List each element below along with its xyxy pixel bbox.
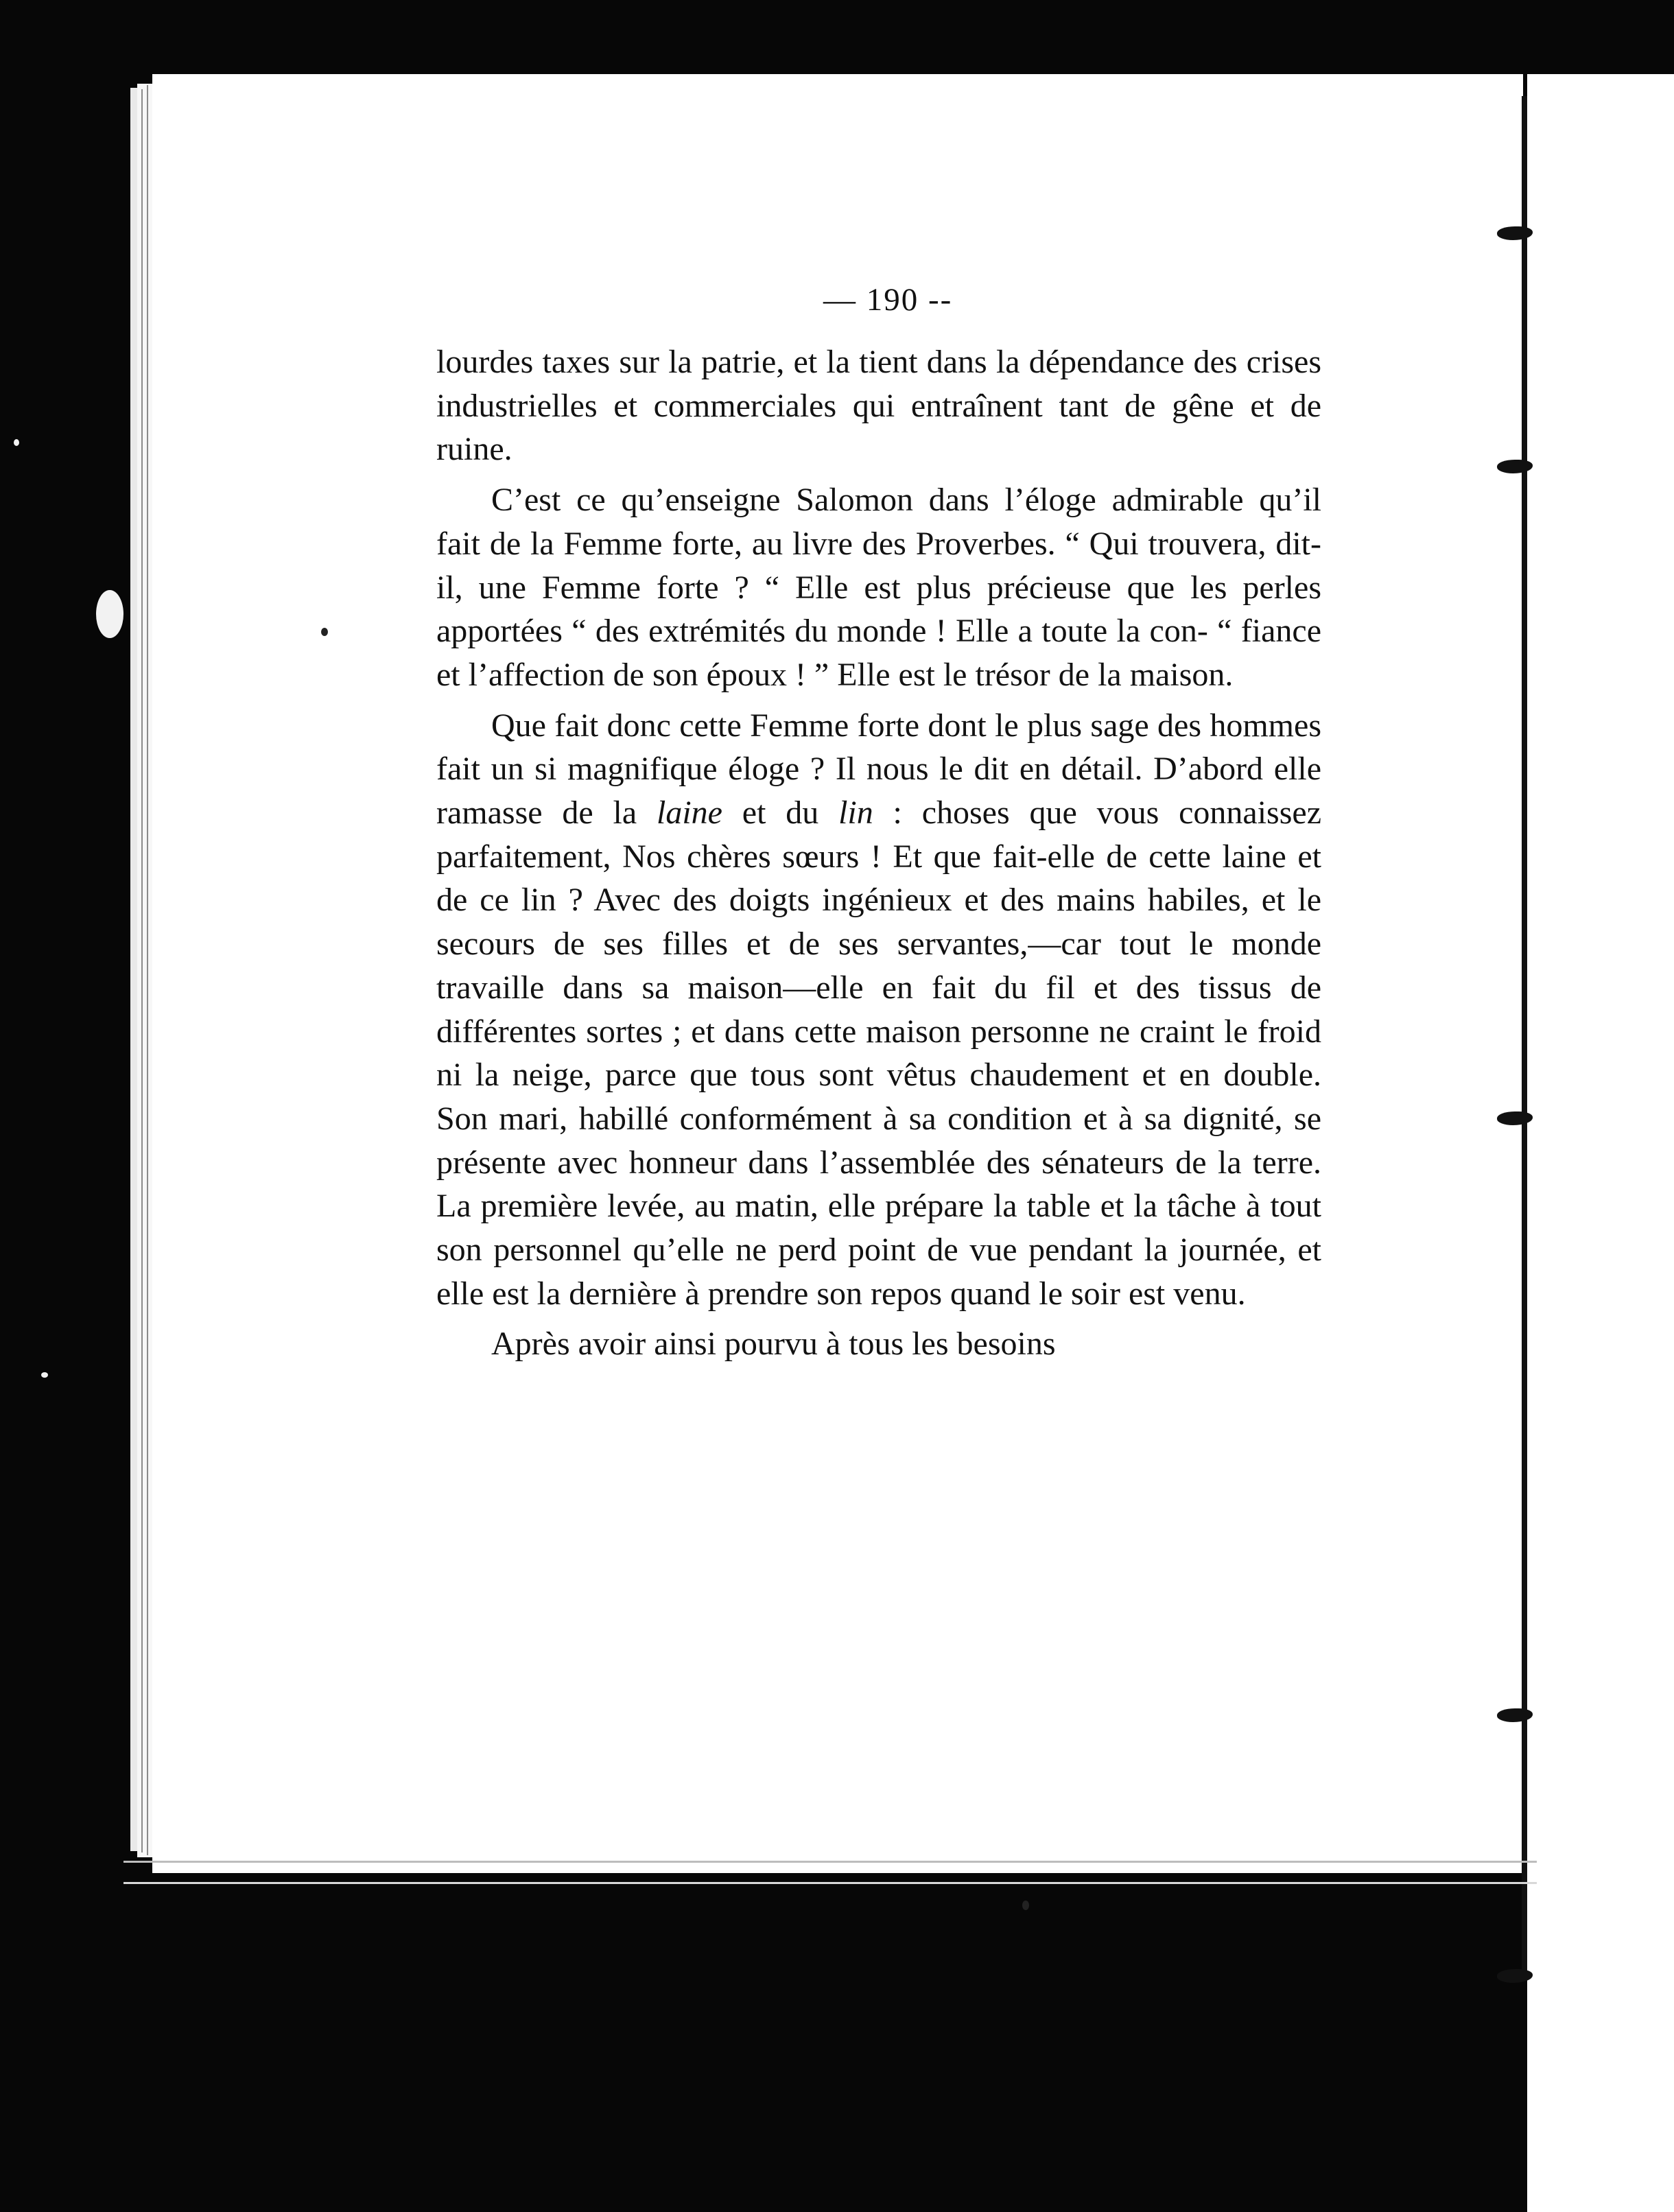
italic-term: lin <box>838 795 873 832</box>
page-edge-line <box>147 85 148 1855</box>
paragraph <box>436 1322 1321 1366</box>
paragraph <box>436 704 1321 1316</box>
text-run: Après avoir ainsi pourvu à tous les besoins <box>491 1326 1056 1363</box>
page-bottom-edges <box>123 1861 1537 1884</box>
text-run: : choses que vous connaissez parfaitement, Nos chères sœurs ! Et que fait-elle de cette laine et de ce lin ? Avec des doigts ingénieux et des mains habiles, et le secours de ses filles et de ses servantes,—car tout le monde travaille dans sa maison—elle en fait du fil et des tissus de différentes sortes ; et dans cette maison personne ne craint le froid ni la neige, parce que tous sont vêtus chaudement et en double. Son mari, habillé conformément à sa condition et à sa dignité, se présente avec honneur dans l’assemblée des sénateurs de la terre. La première levée, au matin, elle prépare la table et la tâche à tout son personnel qu’elle ne perd point de vue pendant la journée, et elle est la dernière à prendre son repos quand le soir est venu. <box>436 795 1322 1312</box>
italic-term: laine <box>656 795 722 832</box>
text-run: C’est ce qu’enseigne Salomon dans l’éloge admirable qu’il fait de la Femme forte, au livre des Proverbes. “ Qui trouvera, dit-il, une Femme forte ? “ Elle est plus précieuse que les perles apportées “ des extrémités du monde ! Elle a toute la con- “ fiance et l’affection de son époux ! ” Elle est le trésor de la maison. <box>436 482 1321 693</box>
page-number: — 190 -- <box>823 282 953 318</box>
body-text <box>436 340 1321 1366</box>
paragraph <box>436 340 1321 471</box>
page-edge-line <box>141 89 143 1852</box>
paragraph <box>436 478 1321 697</box>
text-run: lourdes taxes sur la patrie, et la tient dans la dépendance des crises industrielles et commerciales qui entraînent tant de gêne et de ruine. <box>436 344 1321 468</box>
scan-speck <box>41 1372 48 1378</box>
text-run: Que fait donc cette Femme forte dont le plus sage des hommes fait un si magnifique éloge ? Il nous le dit en détail. D’abord elle ramasse de la <box>436 707 1321 832</box>
facing-page-edge <box>1527 74 1674 2212</box>
scan-speck <box>321 628 328 636</box>
binding-edge <box>1522 96 1527 1976</box>
scan-speck <box>14 439 19 446</box>
text-run: et du <box>722 795 839 832</box>
scan-speck <box>96 590 123 638</box>
scan-speck <box>1022 1901 1029 1910</box>
